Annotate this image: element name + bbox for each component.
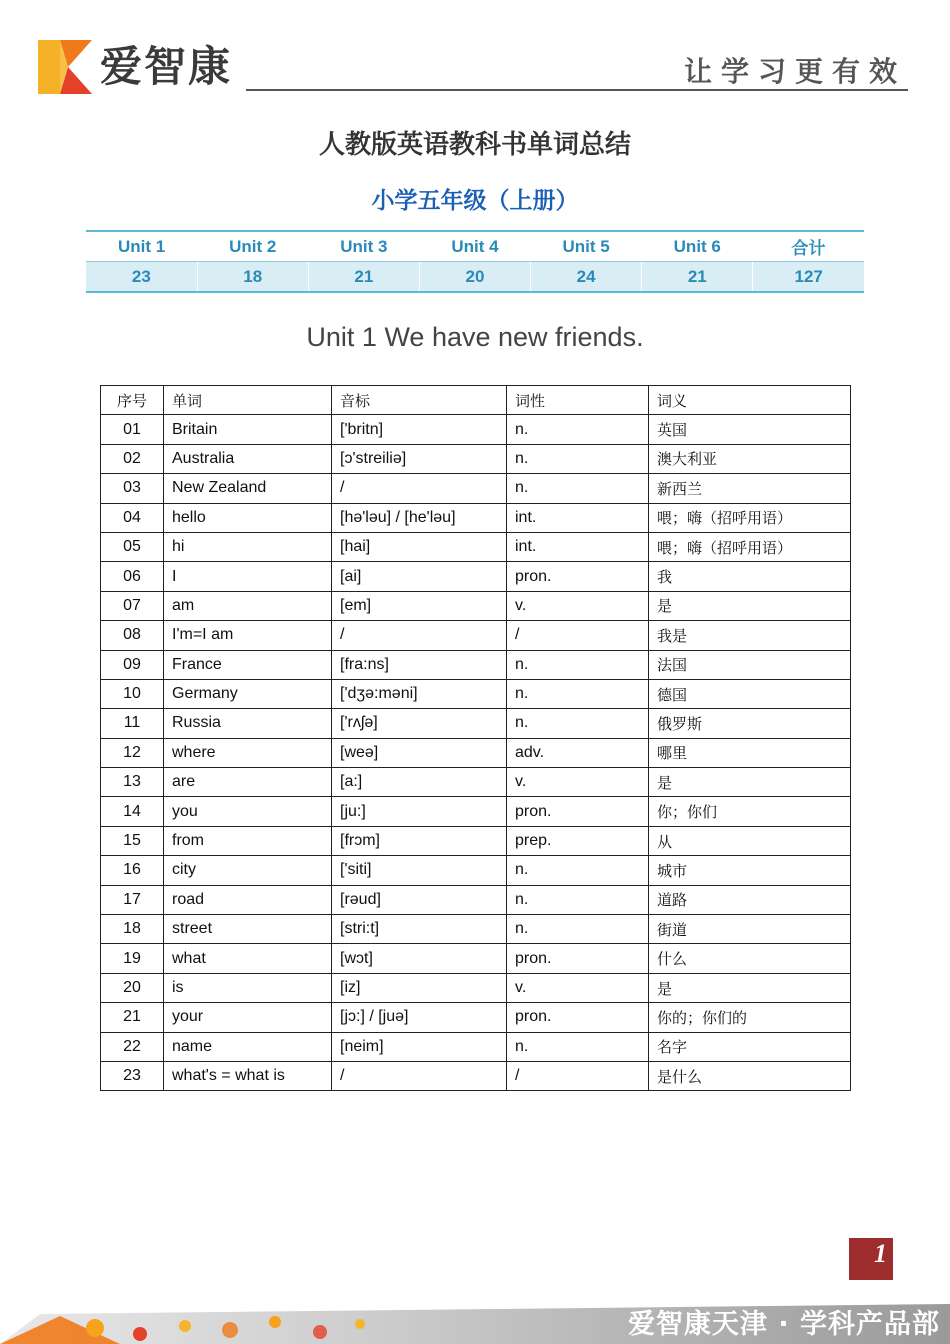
word-cell: name bbox=[164, 1032, 332, 1061]
meaning-cell: 我 bbox=[649, 562, 851, 591]
meaning-cell: 你的；你们的 bbox=[649, 1003, 851, 1032]
word-index-cell: 07 bbox=[101, 591, 164, 620]
phonetic-cell: / bbox=[332, 1061, 507, 1090]
page-number: 1 bbox=[849, 1238, 893, 1280]
phonetic-cell: / bbox=[332, 474, 507, 503]
vocab-row bbox=[101, 415, 851, 444]
phonetic-cell: ['dʒə:məni] bbox=[332, 679, 507, 708]
phonetic-cell: [weə] bbox=[332, 738, 507, 767]
phonetic-cell: ['siti] bbox=[332, 856, 507, 885]
meaning-cell: 城市 bbox=[649, 856, 851, 885]
vocab-row bbox=[101, 856, 851, 885]
header-phonetic: 音标 bbox=[332, 386, 507, 415]
vocab-row bbox=[101, 444, 851, 473]
vocab-row bbox=[101, 621, 851, 650]
part-of-speech-cell: n. bbox=[507, 415, 649, 444]
vocab-row bbox=[101, 738, 851, 767]
word-index-cell: 15 bbox=[101, 826, 164, 855]
summary-value-cell: 20 bbox=[419, 262, 530, 293]
summary-value-cell: 21 bbox=[642, 262, 753, 293]
word-index-cell: 02 bbox=[101, 444, 164, 473]
vocab-header-row bbox=[101, 386, 851, 415]
word-cell: Australia bbox=[164, 444, 332, 473]
brand-logo bbox=[38, 40, 248, 94]
phonetic-cell: [ai] bbox=[332, 562, 507, 591]
meaning-cell: 我是 bbox=[649, 621, 851, 650]
vocabulary-table bbox=[100, 385, 851, 1091]
meaning-cell: 德国 bbox=[649, 679, 851, 708]
part-of-speech-cell: n. bbox=[507, 709, 649, 738]
meaning-cell: 你；你们 bbox=[649, 797, 851, 826]
word-index-cell: 09 bbox=[101, 650, 164, 679]
part-of-speech-cell: v. bbox=[507, 768, 649, 797]
vocab-row bbox=[101, 915, 851, 944]
meaning-cell: 什么 bbox=[649, 944, 851, 973]
summary-values-row bbox=[86, 262, 864, 293]
vocab-row bbox=[101, 650, 851, 679]
header-word: 单词 bbox=[164, 386, 332, 415]
word-cell: is bbox=[164, 973, 332, 1002]
word-cell: you bbox=[164, 797, 332, 826]
part-of-speech-cell: pron. bbox=[507, 1003, 649, 1032]
vocab-row bbox=[101, 679, 851, 708]
word-index-cell: 14 bbox=[101, 797, 164, 826]
meaning-cell: 法国 bbox=[649, 650, 851, 679]
word-index-cell: 13 bbox=[101, 768, 164, 797]
summary-header-cell: Unit 2 bbox=[197, 231, 308, 262]
part-of-speech-cell: prep. bbox=[507, 826, 649, 855]
word-index-cell: 19 bbox=[101, 944, 164, 973]
summary-header-cell: Unit 6 bbox=[642, 231, 753, 262]
vocab-row bbox=[101, 474, 851, 503]
phonetic-cell: [wɔt] bbox=[332, 944, 507, 973]
meaning-cell: 名字 bbox=[649, 1032, 851, 1061]
word-cell: from bbox=[164, 826, 332, 855]
vocab-row bbox=[101, 885, 851, 914]
vocab-row bbox=[101, 1061, 851, 1090]
word-index-cell: 20 bbox=[101, 973, 164, 1002]
summary-header-cell: Unit 4 bbox=[419, 231, 530, 262]
word-cell: city bbox=[164, 856, 332, 885]
word-cell: street bbox=[164, 915, 332, 944]
meaning-cell: 新西兰 bbox=[649, 474, 851, 503]
summary-value-cell: 24 bbox=[531, 262, 642, 293]
phonetic-cell: [hə'ləu] / [he'ləu] bbox=[332, 503, 507, 532]
vocab-row bbox=[101, 709, 851, 738]
vocab-row bbox=[101, 591, 851, 620]
phonetic-cell: [iz] bbox=[332, 973, 507, 1002]
summary-header-row bbox=[86, 231, 864, 262]
word-index-cell: 05 bbox=[101, 532, 164, 561]
word-cell: what's = what is bbox=[164, 1061, 332, 1090]
meaning-cell: 从 bbox=[649, 826, 851, 855]
summary-header-cell: Unit 3 bbox=[308, 231, 419, 262]
part-of-speech-cell: n. bbox=[507, 474, 649, 503]
word-cell: Russia bbox=[164, 709, 332, 738]
word-index-cell: 11 bbox=[101, 709, 164, 738]
phonetic-cell: [jɔ:] / [juə] bbox=[332, 1003, 507, 1032]
word-index-cell: 16 bbox=[101, 856, 164, 885]
meaning-cell: 是 bbox=[649, 973, 851, 1002]
meaning-cell: 喂；嗨（招呼用语） bbox=[649, 532, 851, 561]
phonetic-cell: [ɔ'streiliə] bbox=[332, 444, 507, 473]
brand-logo-icon bbox=[38, 40, 92, 94]
document-title: 人教版英语教科书单词总结 bbox=[318, 130, 631, 160]
meaning-cell: 喂；嗨（招呼用语） bbox=[649, 503, 851, 532]
word-cell: what bbox=[164, 944, 332, 973]
meaning-cell: 道路 bbox=[649, 885, 851, 914]
header-divider bbox=[246, 89, 908, 91]
part-of-speech-cell: / bbox=[507, 1061, 649, 1090]
phonetic-cell: [frɔm] bbox=[332, 826, 507, 855]
part-of-speech-cell: n. bbox=[507, 885, 649, 914]
vocab-row bbox=[101, 826, 851, 855]
word-cell: where bbox=[164, 738, 332, 767]
word-index-cell: 18 bbox=[101, 915, 164, 944]
vocab-row bbox=[101, 1003, 851, 1032]
meaning-cell: 是什么 bbox=[649, 1061, 851, 1090]
word-index-cell: 22 bbox=[101, 1032, 164, 1061]
unit-title: Unit 1 We have new friends. bbox=[306, 322, 644, 352]
part-of-speech-cell: n. bbox=[507, 650, 649, 679]
phonetic-cell: ['britn] bbox=[332, 415, 507, 444]
part-of-speech-cell: n. bbox=[507, 1032, 649, 1061]
meaning-cell: 哪里 bbox=[649, 738, 851, 767]
word-cell: am bbox=[164, 591, 332, 620]
vocab-row bbox=[101, 562, 851, 591]
word-cell: Britain bbox=[164, 415, 332, 444]
meaning-cell: 是 bbox=[649, 591, 851, 620]
word-cell: road bbox=[164, 885, 332, 914]
word-cell: hello bbox=[164, 503, 332, 532]
summary-value-cell: 127 bbox=[753, 262, 864, 293]
word-index-cell: 08 bbox=[101, 621, 164, 650]
brand-name: 爱智康 bbox=[100, 42, 233, 91]
part-of-speech-cell: / bbox=[507, 621, 649, 650]
summary-value-cell: 18 bbox=[197, 262, 308, 293]
part-of-speech-cell: v. bbox=[507, 591, 649, 620]
meaning-cell: 英国 bbox=[649, 415, 851, 444]
phonetic-cell: [a:] bbox=[332, 768, 507, 797]
summary-value-cell: 23 bbox=[86, 262, 197, 293]
vocabulary-table-body bbox=[101, 386, 851, 1091]
header-index: 序号 bbox=[101, 386, 164, 415]
vocab-row bbox=[101, 503, 851, 532]
phonetic-cell: [fra:ns] bbox=[332, 650, 507, 679]
part-of-speech-cell: pron. bbox=[507, 944, 649, 973]
slogan: 让学习更有效 bbox=[683, 55, 906, 88]
part-of-speech-cell: n. bbox=[507, 915, 649, 944]
meaning-cell: 俄罗斯 bbox=[649, 709, 851, 738]
word-index-cell: 01 bbox=[101, 415, 164, 444]
header-part-of-speech: 词性 bbox=[507, 386, 649, 415]
footer-banner bbox=[0, 1296, 950, 1344]
part-of-speech-cell: pron. bbox=[507, 797, 649, 826]
vocab-row bbox=[101, 944, 851, 973]
vocab-row bbox=[101, 532, 851, 561]
word-cell: I bbox=[164, 562, 332, 591]
part-of-speech-cell: n. bbox=[507, 679, 649, 708]
summary-header-cell: 合计 bbox=[753, 231, 864, 262]
word-cell: France bbox=[164, 650, 332, 679]
part-of-speech-cell: v. bbox=[507, 973, 649, 1002]
summary-header-cell: Unit 5 bbox=[531, 231, 642, 262]
part-of-speech-cell: n. bbox=[507, 856, 649, 885]
word-index-cell: 10 bbox=[101, 679, 164, 708]
header-meaning: 词义 bbox=[649, 386, 851, 415]
phonetic-cell: [ju:] bbox=[332, 797, 507, 826]
word-cell: hi bbox=[164, 532, 332, 561]
word-cell: are bbox=[164, 768, 332, 797]
summary-value-cell: 21 bbox=[308, 262, 419, 293]
word-index-cell: 12 bbox=[101, 738, 164, 767]
meaning-cell: 澳大利亚 bbox=[649, 444, 851, 473]
word-cell: New Zealand bbox=[164, 474, 332, 503]
word-cell: I'm=I am bbox=[164, 621, 332, 650]
summary-header-cell: Unit 1 bbox=[86, 231, 197, 262]
word-index-cell: 21 bbox=[101, 1003, 164, 1032]
footer-department: 爱智康天津 · 学科产品部 bbox=[627, 1309, 940, 1340]
vocab-row bbox=[101, 973, 851, 1002]
document-subtitle: 小学五年级（上册） bbox=[371, 188, 579, 214]
phonetic-cell: ['rʌʃə] bbox=[332, 709, 507, 738]
part-of-speech-cell: int. bbox=[507, 503, 649, 532]
word-index-cell: 04 bbox=[101, 503, 164, 532]
meaning-cell: 是 bbox=[649, 768, 851, 797]
word-cell: Germany bbox=[164, 679, 332, 708]
meaning-cell: 街道 bbox=[649, 915, 851, 944]
phonetic-cell: [hai] bbox=[332, 532, 507, 561]
word-cell: your bbox=[164, 1003, 332, 1032]
phonetic-cell: [rəud] bbox=[332, 885, 507, 914]
part-of-speech-cell: n. bbox=[507, 444, 649, 473]
part-of-speech-cell: pron. bbox=[507, 562, 649, 591]
phonetic-cell: [em] bbox=[332, 591, 507, 620]
part-of-speech-cell: adv. bbox=[507, 738, 649, 767]
word-index-cell: 03 bbox=[101, 474, 164, 503]
word-index-cell: 17 bbox=[101, 885, 164, 914]
phonetic-cell: [stri:t] bbox=[332, 915, 507, 944]
phonetic-cell: [neim] bbox=[332, 1032, 507, 1061]
vocab-row bbox=[101, 1032, 851, 1061]
word-index-cell: 06 bbox=[101, 562, 164, 591]
word-index-cell: 23 bbox=[101, 1061, 164, 1090]
vocab-row bbox=[101, 768, 851, 797]
part-of-speech-cell: int. bbox=[507, 532, 649, 561]
vocab-row bbox=[101, 797, 851, 826]
phonetic-cell: / bbox=[332, 621, 507, 650]
unit-summary-table bbox=[86, 230, 864, 293]
